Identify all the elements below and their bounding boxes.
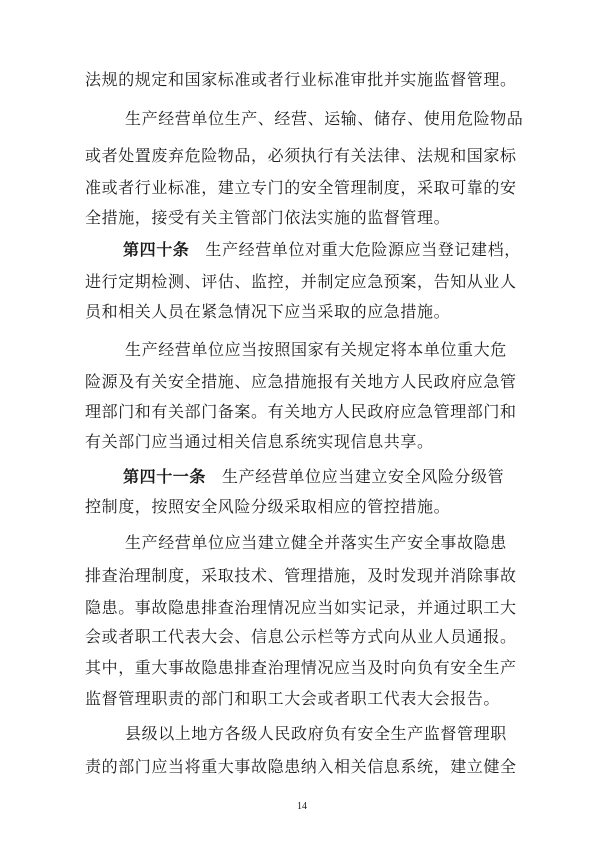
line-text: 员和相关人员在紧急情况下应当采取的应急措施。 bbox=[85, 302, 451, 321]
paragraph-first-line bbox=[125, 107, 604, 131]
line-text: 险源及有关安全措施、应急措施报有关地方人民政府应急管 bbox=[85, 372, 517, 391]
line-text: 有关部门应当通过相关信息系统实现信息共享。 bbox=[85, 432, 434, 451]
line-text: 控制度，按照安全风险分级采取相应的管控措施。 bbox=[85, 497, 451, 516]
line-text: 生产经营单位应当建立健全并落实生产安全事故隐患 bbox=[125, 533, 507, 552]
text-line bbox=[85, 206, 604, 230]
text-line bbox=[85, 270, 604, 294]
line-text: 或者处置废弃危险物品，必须执行有关法律、法规和国家标 bbox=[85, 146, 517, 165]
text-line bbox=[85, 495, 604, 519]
text-line bbox=[85, 400, 604, 424]
line-text: 监督管理职责的部门和职工大会或者职工代表大会报告。 bbox=[85, 689, 501, 708]
text-line bbox=[85, 144, 604, 168]
paragraph-first-line bbox=[125, 722, 604, 746]
line-text: 进行定期检测、评估、监控，并制定应急预案，告知从业人 bbox=[85, 272, 517, 291]
line-text: 县级以上地方各级人民政府负有安全生产监督管理职 bbox=[125, 724, 507, 743]
text-line bbox=[85, 596, 604, 620]
line-text: 其中，重大事故隐患排查治理情况应当及时向负有安全生产 bbox=[85, 658, 517, 677]
text-line bbox=[85, 430, 604, 454]
text-line bbox=[85, 625, 604, 649]
line-text: 生产经营单位应当按照国家有关规定将本单位重大危 bbox=[125, 340, 507, 359]
text-line bbox=[85, 687, 604, 711]
text-line bbox=[85, 564, 604, 588]
line-text: 会或者职工代表大会、信息公示栏等方式向从业人员通报。 bbox=[85, 627, 517, 646]
article-first-line bbox=[123, 465, 604, 489]
text-line bbox=[85, 656, 604, 680]
line-text: 排查治理制度，采取技术、管理措施，及时发现并消除事故 bbox=[85, 566, 517, 585]
line-text: 准或者行业标准，建立专门的安全管理制度，采取可靠的安 bbox=[85, 178, 517, 197]
line-text: 理部门和有关部门备案。有关地方人民政府应急管理部门和 bbox=[85, 402, 517, 421]
article-heading: 第四十条 bbox=[123, 240, 190, 259]
line-text: 生产经营单位生产、经营、运输、储存、使用危险物品 bbox=[125, 109, 524, 128]
text-line bbox=[85, 370, 604, 394]
article-first-line bbox=[123, 238, 604, 262]
text-line bbox=[85, 300, 604, 324]
paragraph-first-line bbox=[125, 531, 604, 555]
article-heading: 第四十一条 bbox=[123, 467, 207, 486]
paragraph-first-line bbox=[125, 338, 604, 362]
line-text: 生产经营单位对重大危险源应当登记建档， bbox=[205, 240, 521, 259]
line-text: 隐患。事故隐患排查治理情况应当如实记录，并通过职工大 bbox=[85, 598, 517, 617]
line-text: 责的部门应当将重大事故隐患纳入相关信息系统，建立健全 bbox=[85, 757, 517, 776]
line-text: 全措施，接受有关主管部门依法实施的监督管理。 bbox=[85, 208, 451, 227]
line-text: 法规的规定和国家标准或者行业标准审批并实施监督管理。 bbox=[85, 70, 517, 89]
page-number: 14 bbox=[297, 801, 307, 812]
text-line bbox=[85, 176, 604, 200]
text-line bbox=[85, 68, 604, 92]
text-line bbox=[85, 755, 604, 779]
line-text: 生产经营单位应当建立安全风险分级管 bbox=[222, 467, 505, 486]
